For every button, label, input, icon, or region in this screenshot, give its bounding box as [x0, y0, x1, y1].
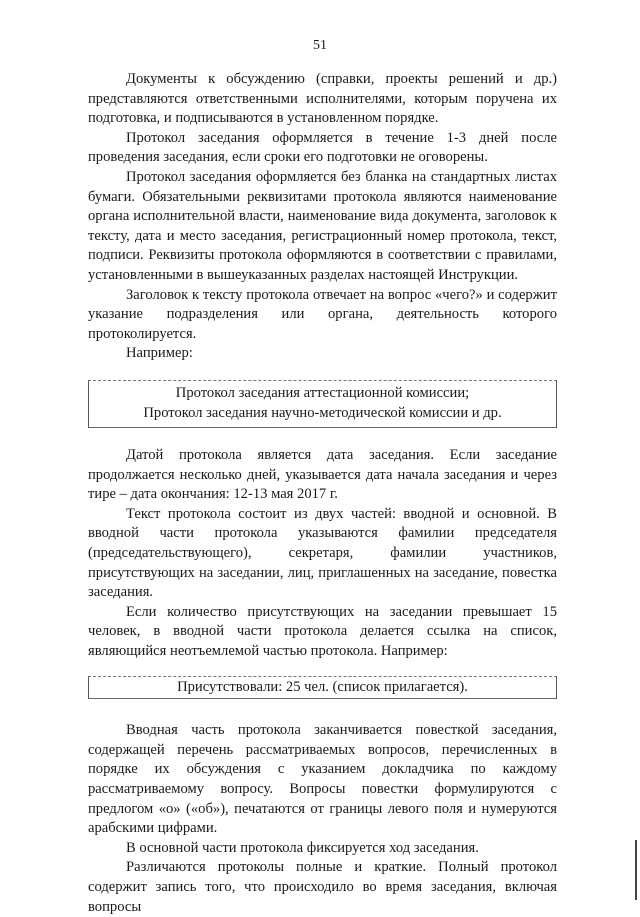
document-body — [88, 70, 557, 917]
example-box-protocol-titles — [88, 380, 557, 428]
paragraph-protocol-date: Датой протокола является дата заседания. Если заседание продолжается несколько дней, указывается дата начала заседания и через тире – дата окончания: 12-13 мая 2017 г. — [88, 447, 557, 503]
paragraph-protocol-types: Различаются протоколы полные и краткие. Полный протокол содержит запись того, что происходило во время заседания, включая вопросы — [88, 859, 557, 915]
paragraph-protocol-heading: Заголовок к тексту протокола отвечает на вопрос «чего?» и содержит указание подразделения или органа, деятельность которого протоколируется. — [88, 286, 557, 342]
example-line-methodical: Протокол заседания научно-методической комиссии и др. — [143, 404, 502, 421]
page-number: 51 — [313, 38, 327, 53]
paragraph-discussion-docs: Документы к обсуждению (справки, проекты решений и др.) представляются ответственными исполнителями, которым поручена их подготовка, и подписываются в установленном порядке. — [88, 71, 557, 127]
paragraph-main-part: В основной части протокола фиксируется ход заседания. — [126, 839, 479, 856]
paragraph-protocol-requisites: Протокол заседания оформляется без бланка на стандартных листах бумаги. Обязательными реквизитами протокола являются наименование органа исполнительной власти, наименование вида документа, заголовок к тексту, дата и место заседания, регистрационный номер протокола, текст, подписи. Реквизиты протокола оформляются в соответствии с правилами, установленными в вышеуказанных разделах настоящей Инструкции. — [88, 168, 557, 283]
example-line-attestation: Протокол заседания аттестационной комиссии; — [175, 384, 470, 401]
paragraph-protocol-deadline: Протокол заседания оформляется в течение 1-3 дней после проведения заседания, если сроки его подготовки не оговорены. — [88, 129, 557, 166]
example-box-attendees — [88, 676, 557, 700]
paragraph-example-intro: Например: — [126, 345, 193, 362]
paragraph-agenda: Вводная часть протокола заканчивается повесткой заседания, содержащей перечень рассматриваемых вопросов, перечисленных в порядке их обсуждения с указанием докладчика по каждому рассматриваемому вопросу. Вопросы повестки формулируются с предлогом «о» («об»), печатаются от границы левого поля и нумеруются арабскими цифрами. — [88, 722, 557, 837]
paragraph-attendees-list: Если количество присутствующих на заседании превышает 15 человек, в вводной части протокола делается ссылка на список, являющийся неотъемлемой частью протокола. Например: — [88, 603, 557, 660]
example-line-attendees: Присутствовали: 25 чел. (список прилагается). — [177, 678, 468, 695]
scan-margin-mark — [635, 840, 637, 900]
paragraph-protocol-parts: Текст протокола состоит из двух частей: вводной и основной. В вводной части протокола указываются фамилии председателя (председательствующего), секретаря, фамилии участников, присутствующих на заседании, лиц, приглашенных на заседание, повестка заседания. — [88, 505, 557, 601]
